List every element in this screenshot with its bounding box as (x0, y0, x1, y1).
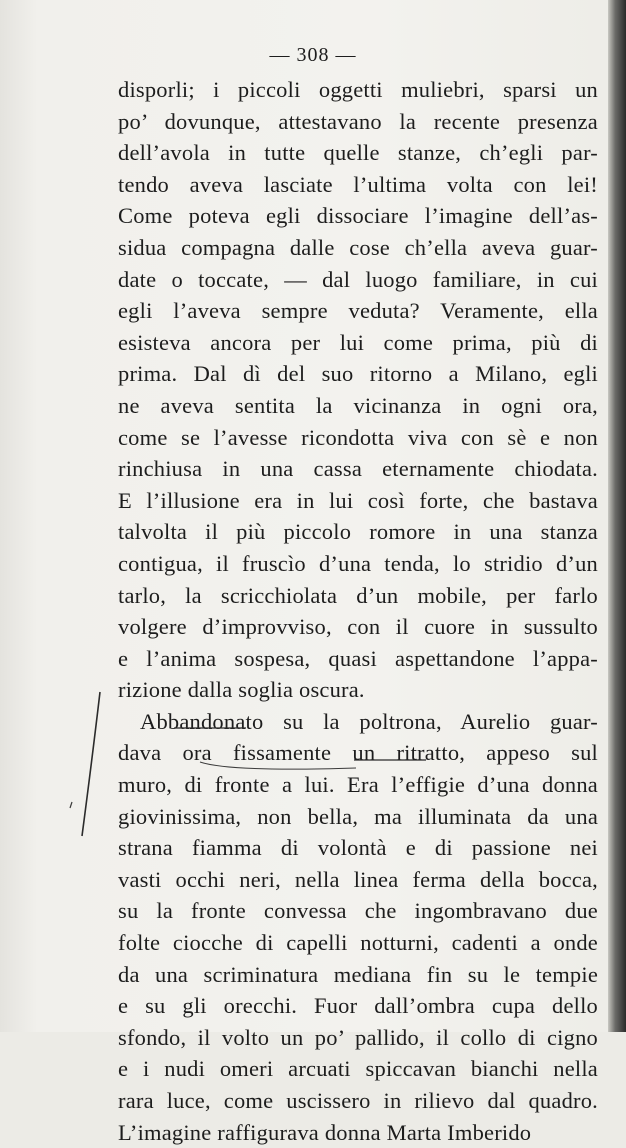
text-line: dava ora fissamente un ritratto, appeso sul (118, 740, 598, 766)
margin-tick-mark (70, 802, 72, 808)
text-line: folte ciocche di capelli notturni, cadenti a onde (118, 930, 598, 956)
text-line: L’imagine raffigurava donna Marta Imberido (118, 1119, 532, 1145)
book-edge (608, 0, 626, 1032)
text-line: su la fronte convessa che ingombravano due (118, 898, 598, 924)
text-line: da una scriminatura mediana fin su le tempie (118, 961, 598, 987)
page-number: — 308 — (269, 44, 357, 66)
text-line: dell’avola in tutte quelle stanze, ch’egli par- (118, 140, 598, 166)
text-line: giovinissima, non bella, ma illuminata da una (118, 803, 598, 829)
text-line: Come poteva egli dissociare l’imagine dell’as- (118, 203, 598, 229)
text-line: rara luce, come uscissero in rilievo dal quadro. (118, 1088, 598, 1113)
text-line: Abbandonato su la poltrona, Aurelio guar- (140, 708, 598, 734)
text-line: disporli; i piccoli oggetti muliebri, sparsi un (118, 77, 598, 102)
text-line: contigua, il fruscìo d’una tenda, lo stridio d’un (118, 550, 598, 576)
text-line: tarlo, la scricchiolata d’un mobile, per farlo (118, 582, 598, 608)
text-line: come se l’avesse ricondotta viva con sè e non (118, 424, 598, 450)
text-line: esisteva ancora per lui come prima, più di (118, 329, 598, 355)
text-line: ne aveva sentita la vicinanza in ogni ora, (118, 392, 598, 418)
text-line: e l’anima sospesa, quasi aspettandone l’appa- (118, 645, 598, 671)
text-line: E l’illusione era in lui così forte, che bastava (118, 487, 598, 513)
text-line: date o toccate, — dal luogo familiare, in cui (118, 266, 598, 292)
body-text (118, 74, 598, 1148)
text-line: sidua compagna dalle cose ch’ella aveva guar- (118, 234, 598, 260)
text-line: talvolta il più piccolo romore in una stanza (118, 519, 598, 545)
margin-line-mark (82, 692, 100, 836)
text-line: prima. Dal dì del suo ritorno a Milano, egli (118, 361, 598, 387)
text-line: volgere d’improvviso, con il cuore in sussulto (118, 614, 598, 640)
text-line: strana fiamma di volontà e di passione nei (118, 835, 598, 861)
text-line: sfondo, il volto un po’ pallido, il collo di cigno (118, 1024, 598, 1050)
text-line: tendo aveva lasciate l’ultima volta con lei! (118, 171, 598, 197)
text-line: muro, di fronte a lui. Era l’effigie d’una donna (118, 772, 598, 798)
text-line: rinchiusa in una cassa eternamente chiodata. (118, 456, 598, 482)
text-line: rizione dalla soglia oscura. (118, 677, 365, 703)
text-line: egli l’aveva sempre veduta? Veramente, ella (118, 298, 598, 324)
text-line: po’ dovunque, attestavano la recente presenza (118, 108, 598, 134)
text-line: e su gli orecchi. Fuor dall’ombra cupa dello (118, 993, 598, 1019)
text-line: e i nudi omeri arcuati spiccavan bianchi nella (118, 1056, 598, 1082)
text-line: vasti occhi neri, nella linea ferma della bocca, (118, 866, 598, 892)
